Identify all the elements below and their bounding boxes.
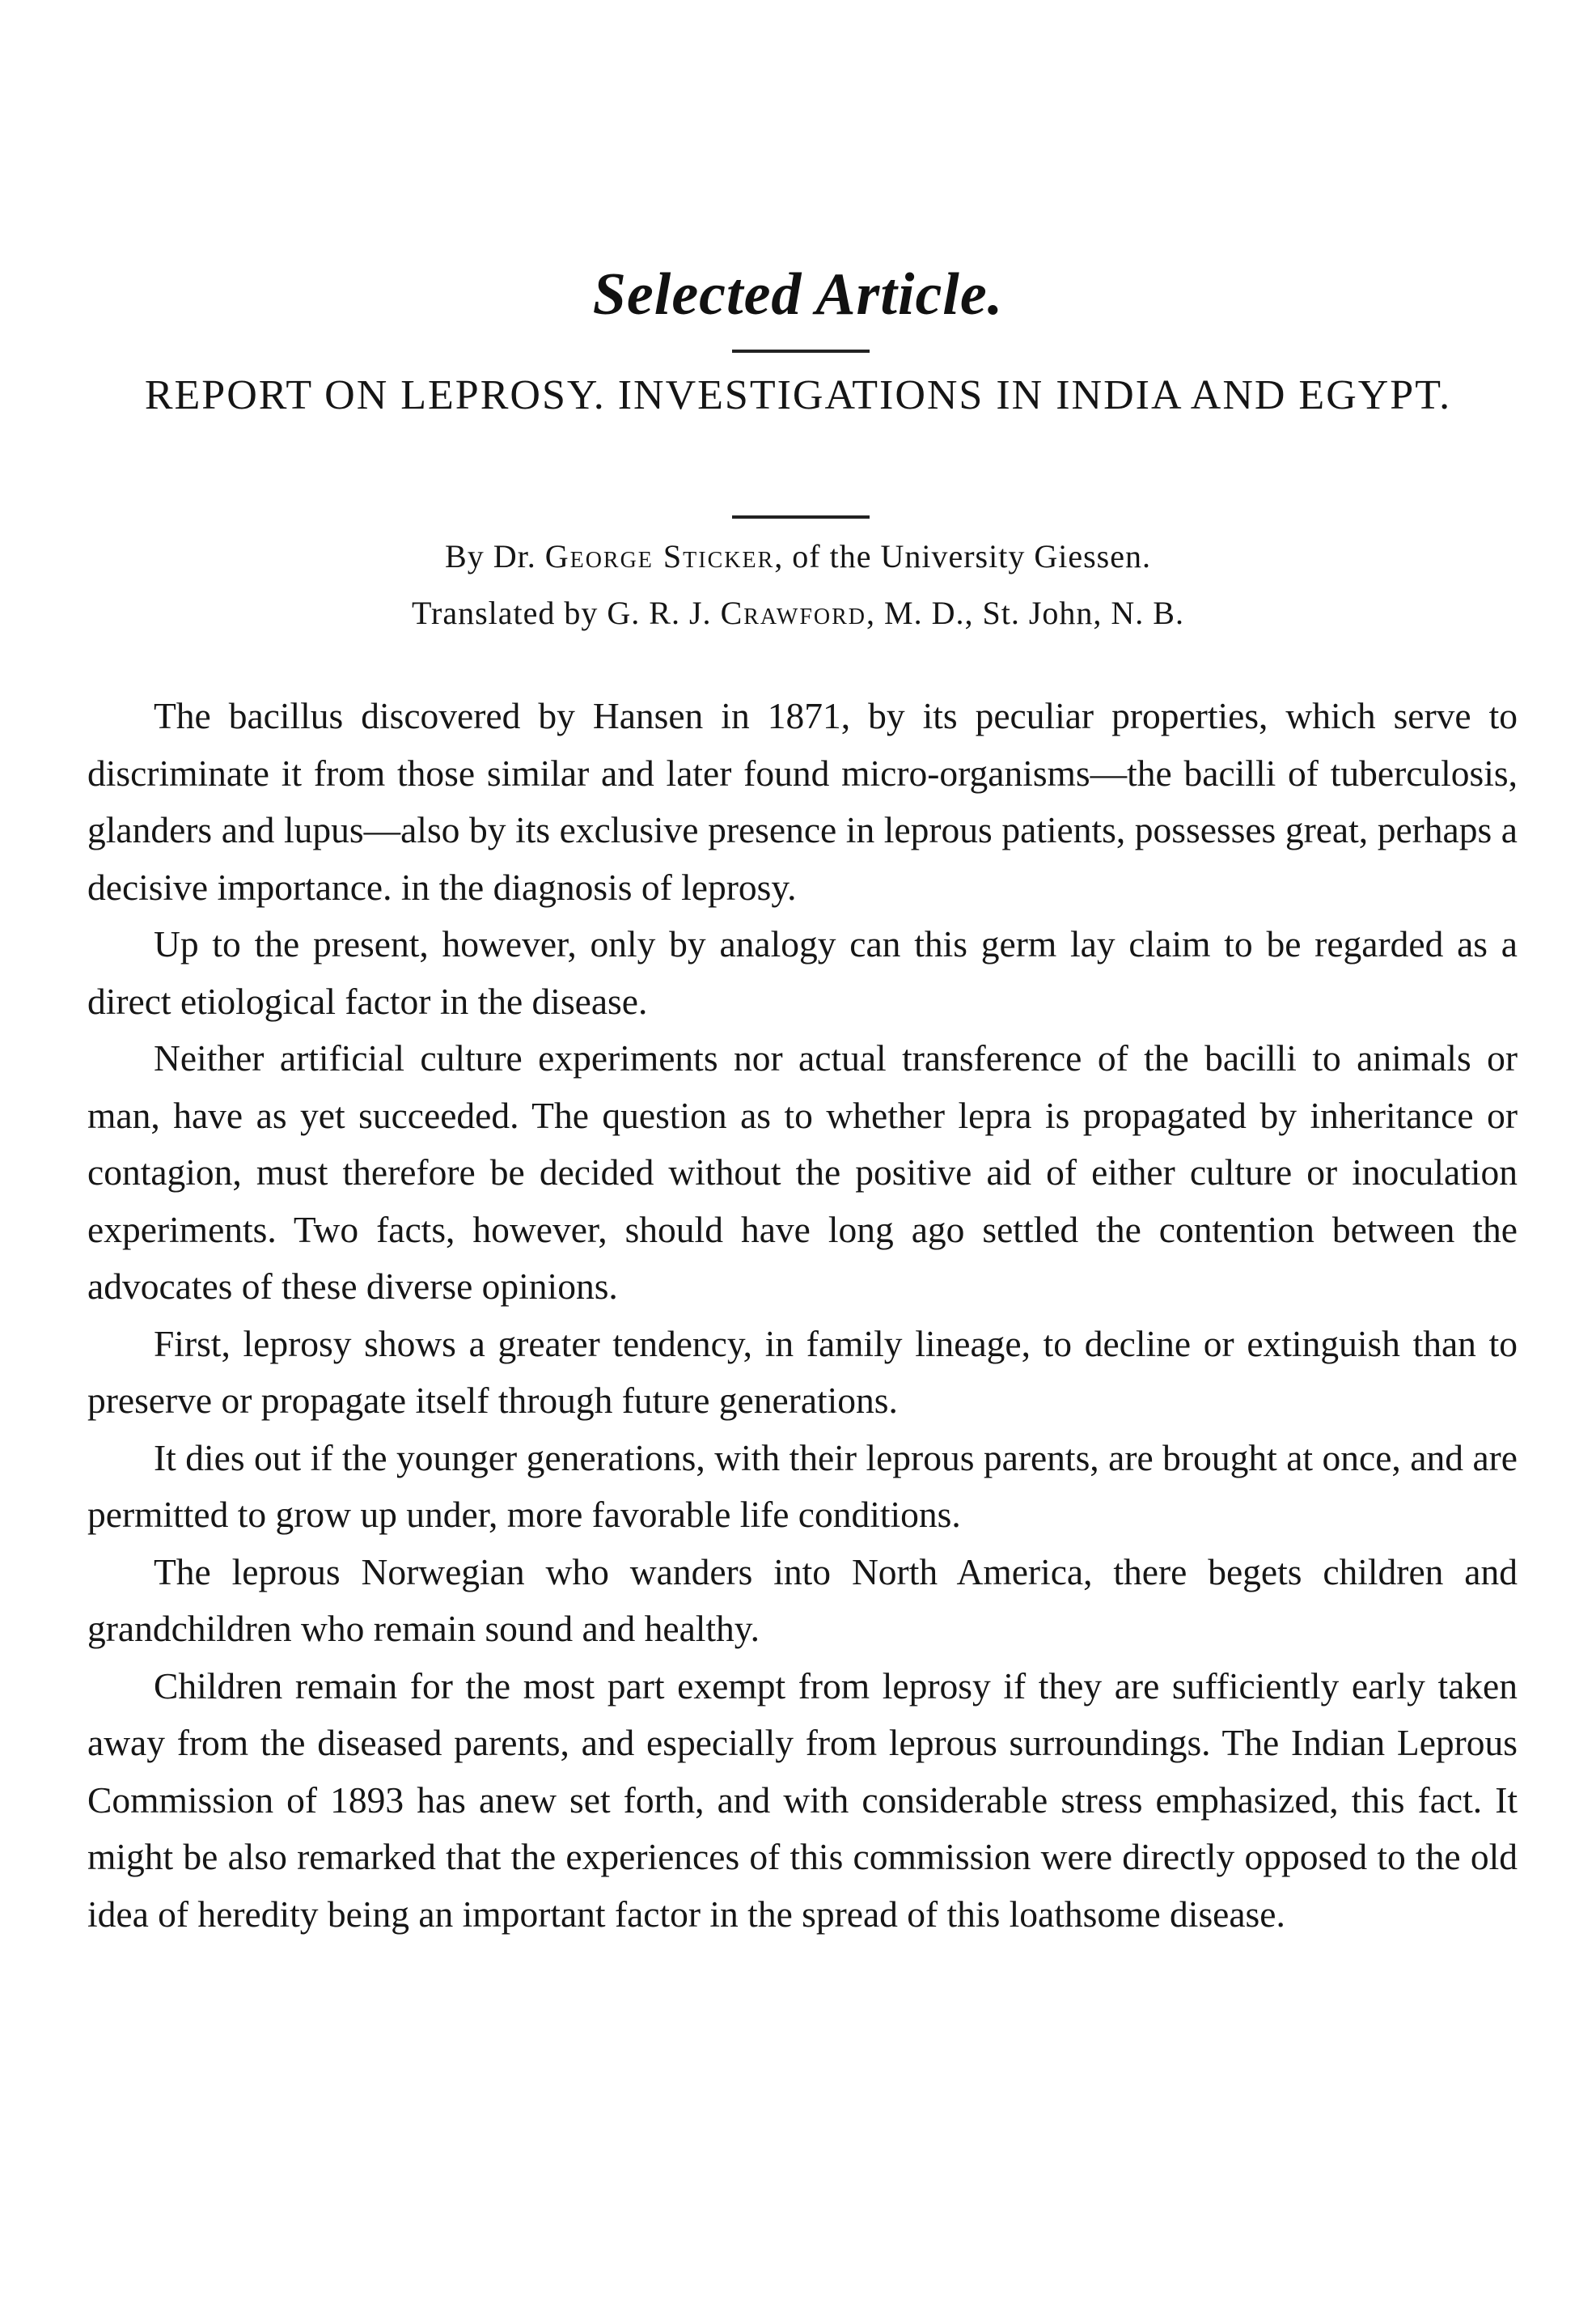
author-line (81, 537, 1515, 575)
author-prefix: By Dr. (445, 538, 536, 574)
paragraph: Up to the present, however, only by analogy can this germ lay claim to be regarded as a direct etiological factor in the disease. (87, 923, 1518, 1022)
author-name: George Sticker (544, 538, 775, 574)
paragraph: The leprous Norwegian who wanders into North America, there begets children and grandchildren who remain sound and healthy. (87, 1550, 1518, 1649)
paragraph: Neither artificial culture experiments nor actual transference of the bacilli to animals or man, have as yet succeeded. The question as to whether lepra is propagated by inheritance or contagion, must therefore be decided without the positive aid of either culture or inoculation experiments. Two facts, however, should have long ago settled the contention between the advocates of these diverse opinions. (87, 1037, 1518, 1307)
translator-prefix: Translated by G. R. J. (412, 595, 712, 631)
translator-details: , M. D., St. John, N. B. (866, 595, 1184, 631)
paragraph: It dies out if the younger generations, with their leprous parents, are brought at once, and are permitted to grow up under, more favorable life conditions. (87, 1436, 1518, 1535)
article-title: REPORT ON LEPROSY. INVESTIGATIONS IN INDIA AND EGYPT. (144, 372, 1452, 418)
title-divider (732, 515, 870, 519)
heading-divider (732, 350, 870, 353)
paragraph: First, leprosy shows a greater tendency, in family lineage, to decline or extinguish than to preserve or propagate itself through future generations. (87, 1322, 1518, 1421)
paragraph: The bacillus discovered by Hansen in 1871, by its peculiar properties, which serve to discriminate it from those similar and later found micro-organisms—the bacilli of tuberculosis, glanders and lupus—also by its exclusive presence in leprous patients, possesses great, perhaps a decisive importance. in the diagnosis of leprosy. (87, 695, 1518, 908)
translator-line (81, 594, 1515, 632)
author-affiliation: , of the University Giessen. (774, 538, 1151, 574)
article-body (87, 688, 1518, 1943)
paragraph: Children remain for the most part exempt from leprosy if they are sufficiently early taken away from the diseased parents, and especially from leprous surroundings. The Indian Leprous Commission of 1893 has anew set forth, and with considerable stress emphasized, this fact. It might be also remarked that the experiences of this commission were directly opposed to the old idea of heredity being an important factor in the spread of this loathsome disease. (87, 1664, 1518, 1935)
translator-name: Crawford (720, 595, 867, 631)
section-heading: Selected Article. (592, 261, 1004, 328)
